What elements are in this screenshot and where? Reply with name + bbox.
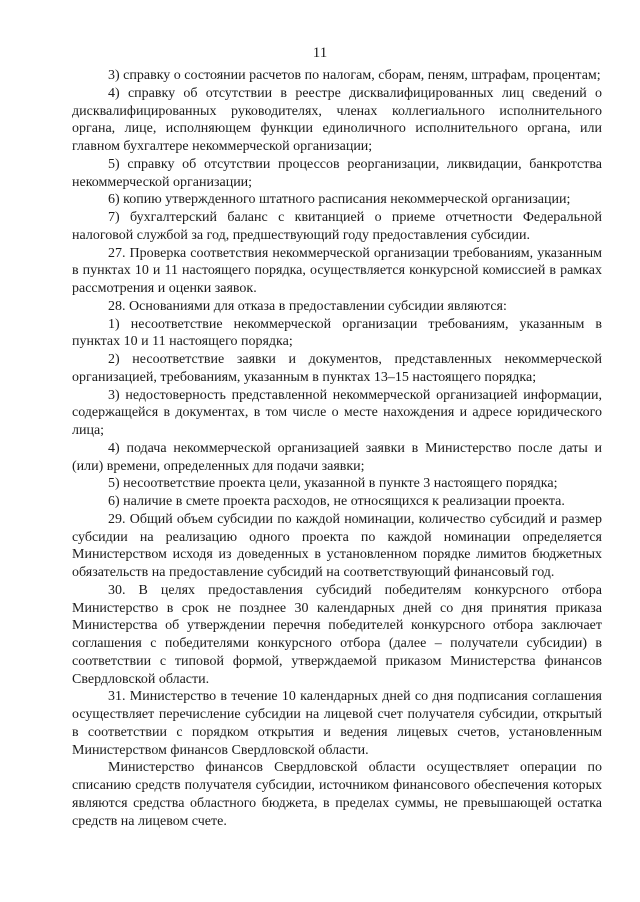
- paragraph-finance-ministry-operations: Министерство финансов Свердловской области осуществляет операции по списанию средств получателя субсидии, источником финансового обеспечения которых являются средства областного бюджета, в пределах суммы, не превышающей остатка средств на лицевом счете.: [72, 760, 602, 829]
- paragraph-refusal-4: 4) подача некоммерческой организацией заявки в Министерство после даты и (или) времени, определенных для подачи заявки;: [72, 440, 602, 474]
- paragraph-item-5-reorganization-certificate: 5) справку об отсутствии процессов реорганизации, ликвидации, банкротства некоммерческой организации;: [72, 156, 602, 190]
- paragraph-item-4-disqualified-persons: 4) справку об отсутствии в реестре дисквалифицированных лиц сведений о дисквалифицированных руководителях, членах коллегиального исполнительного органа, лице, исполняющем функции единоличного исполнительного органа, или главном бухгалтере некоммерческой организации;: [72, 85, 602, 154]
- paragraph-clause-31: 31. Министерство в течение 10 календарных дней со дня подписания соглашения осуществляет перечисление субсидии на лицевой счет получателя субсидии, открытый в соответствии с порядком открытия и ведения лицевых счетов, установленным Министерством финансов Свердловской области.: [72, 689, 602, 758]
- paragraph-refusal-5: 5) несоответствие проекта цели, указанной в пункте 3 настоящего порядка;: [108, 476, 558, 492]
- paragraph-item-6-staff-schedule: 6) копию утвержденного штатного расписания некоммерческой организации;: [108, 192, 571, 208]
- page-number: 11: [312, 45, 328, 61]
- paragraph-item-7-balance-sheet: 7) бухгалтерский баланс с квитанцией о приеме отчетности Федеральной налоговой службой за год, предшествующий году предоставления субсидии.: [72, 210, 602, 243]
- paragraph-refusal-2: 2) несоответствие заявки и документов, представленных некоммерческой организацией, требованиям, указанным в пунктах 13–15 настоящего порядка;: [72, 352, 602, 385]
- paragraph-clause-29: 29. Общий объем субсидии по каждой номинации, количество субсидий и размер субсидии на реализацию одного проекта по каждой номинации определяется Министерством исходя из доведенных в установленном порядке лимитов бюджетных обязательств на предоставление субсидий на соответствующий финансовый год.: [72, 511, 602, 580]
- paragraph-refusal-6: 6) наличие в смете проекта расходов, не относящихся к реализации проекта.: [108, 494, 565, 509]
- paragraph-clause-28: 28. Основаниями для отказа в предоставлении субсидии являются:: [108, 298, 507, 314]
- paragraph-refusal-1: 1) несоответствие некоммерческой организации требованиям, указанным в пунктах 10 и 11 настоящего порядка;: [72, 316, 602, 350]
- paragraph-item-3-tax-certificate: 3) справку о состоянии расчетов по налогам, сборам, пеням, штрафам, процентам;: [108, 68, 601, 83]
- paragraph-clause-27: 27. Проверка соответствия некоммерческой организации требованиям, указанным в пунктах 10 и 11 настоящего порядка, осуществляется конкурсной комиссией в рамках рассмотрения и оценки заявок.: [72, 245, 602, 296]
- paragraph-clause-30: 30. В целях предоставления субсидий победителям конкурсного отбора Министерство в срок не позднее 30 календарных дней со дня принятия приказа Министерства об утверждении перечня победителей конкурсного отбора заключает соглашения с победителями конкурсного отбора (далее – получатели субсидии) в соответствии с типовой формой, утверждаемой приказом Министерства финансов Свердловской области.: [72, 582, 602, 687]
- paragraph-refusal-3: 3) недостоверность представленной некоммерческой организацией информации, содержащейся в документах, в том числе о месте нахождения и адресе юридического лица;: [72, 387, 602, 438]
- document-body: [72, 67, 602, 830]
